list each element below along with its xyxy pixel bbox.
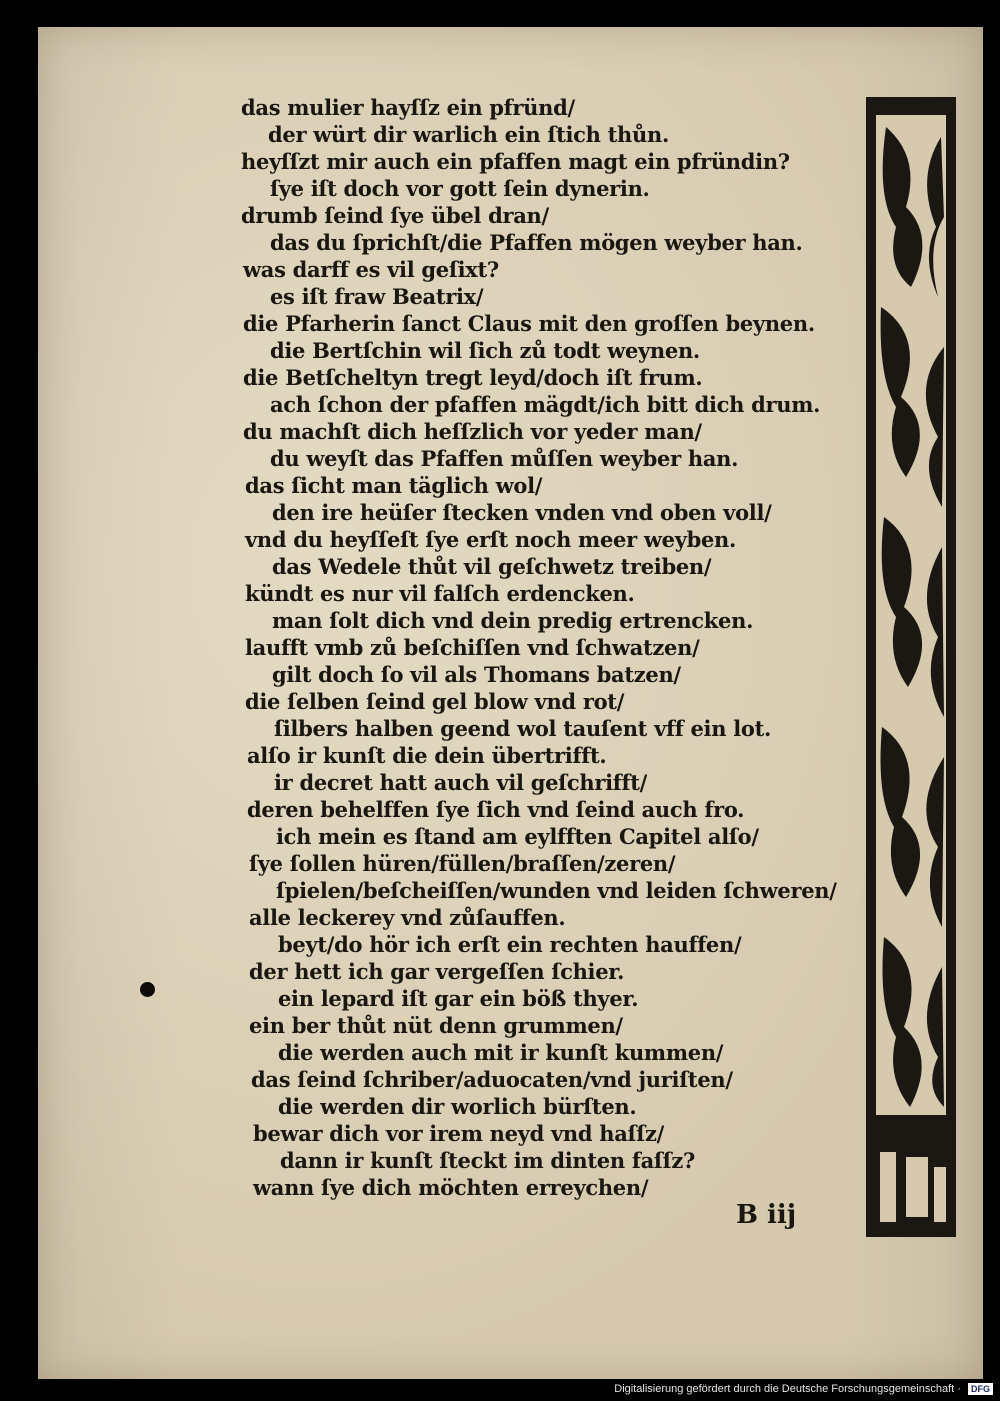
- text-line: bewar dich vor irem neyd vnd haſſz/: [253, 1121, 664, 1146]
- margin-dot: [140, 982, 155, 997]
- text-line: kündt es nur vil falſch erdencken.: [245, 581, 635, 606]
- text-line: die Pfarherin ſanct Claus mit den groſſen beynen.: [243, 311, 815, 336]
- footer-credit-text: Digitalisierung gefördert durch die Deutsche Forschungsgemeinschaft ·: [614, 1383, 961, 1396]
- text-line: das mulier hayſſz ein pfründ/: [241, 95, 575, 120]
- text-line: die Bertſchin wil ſich zů todt weynen.: [270, 338, 700, 363]
- footer-credit: [0, 1383, 993, 1401]
- text-line: alle leckerey vnd zůſauffen.: [249, 905, 566, 930]
- dfg-logo-icon: DFG: [968, 1383, 993, 1395]
- text-line: die Betſcheltyn tregt leyd/doch iſt frum.: [243, 365, 703, 390]
- woodcut-vine-border-icon: [866, 97, 956, 1237]
- text-line: das Wedele thůt vil geſchwetz treiben/: [272, 554, 712, 579]
- text-line: ſye ſollen hüren/füllen/braſſen/zeren/: [249, 851, 676, 876]
- text-line: ir decret hatt auch vil geſchrifft/: [274, 770, 648, 795]
- text-line: der würt dir warlich ein ſtich thůn.: [268, 122, 669, 147]
- text-line: den ire heüſer ſtecken vnden vnd oben voll/: [272, 500, 772, 525]
- text-line: dann ir kunſt ſteckt im dinten faſſz?: [280, 1148, 695, 1173]
- text-line: ſye iſt doch vor gott ſein dynerin.: [270, 176, 650, 201]
- text-line: ich mein es ſtand am eylfften Capitel alſo/: [276, 824, 759, 849]
- text-line: ſpielen/beſcheiſſen/wunden vnd leiden ſchweren/: [276, 878, 837, 903]
- text-line: die werden auch mit ir kunſt kummen/: [278, 1040, 724, 1065]
- text-line: die werden dir worlich bürſten.: [278, 1094, 637, 1119]
- text-line: du weyſt das Pfaffen můſſen weyber han.: [270, 446, 739, 471]
- text-line: alſo ir kunſt die dein übertrifft.: [247, 743, 607, 768]
- text-line: gilt doch ſo vil als Thomans batzen/: [272, 662, 681, 687]
- text-line: du machſt dich heſſzlich vor yeder man/: [243, 419, 702, 444]
- text-line: wann ſye dich möchten erreychen/: [253, 1175, 649, 1200]
- text-line: es iſt fraw Beatrix/: [270, 284, 484, 309]
- text-line: drumb ſeind ſye übel dran/: [241, 203, 549, 228]
- text-line: deren behelffen ſye ſich vnd ſeind auch fro.: [247, 797, 745, 822]
- text-line: das ſicht man täglich wol/: [245, 473, 543, 498]
- text-line: das du ſprichſt/die Pfaffen mögen weyber han.: [270, 230, 803, 255]
- text-line: die ſelben ſeind gel blow vnd rot/: [245, 689, 625, 714]
- text-line: man ſolt dich vnd dein predig ertrencken.: [272, 608, 754, 633]
- text-line: ein lepard iſt gar ein böß thyer.: [278, 986, 639, 1011]
- text-line: heyſſzt mir auch ein pfaffen magt ein pfründin?: [241, 149, 790, 174]
- text-line: der hett ich gar vergeſſen ſchier.: [249, 959, 625, 984]
- text-line: ſilbers halben geend wol tauſent vff ein lot.: [274, 716, 771, 741]
- text-line: laufft vmb zů beſchiſſen vnd ſchwatzen/: [245, 635, 700, 660]
- text-line: was darff es vil geſixt?: [243, 257, 499, 282]
- text-line: beyt/do hör ich erſt ein rechten hauffen/: [278, 932, 742, 957]
- signature-mark: B iij: [736, 1200, 797, 1230]
- text-line: das ſeind ſchriber/aduocaten/vnd juriſten/: [251, 1067, 733, 1092]
- text-line: vnd du heyſſeſt ſye erſt noch meer weyben.: [245, 527, 737, 552]
- text-line: ach ſchon der pfaffen mägdt/ich bitt dich drum.: [270, 392, 821, 417]
- text-line: ein ber thůt nüt denn grummen/: [249, 1013, 623, 1038]
